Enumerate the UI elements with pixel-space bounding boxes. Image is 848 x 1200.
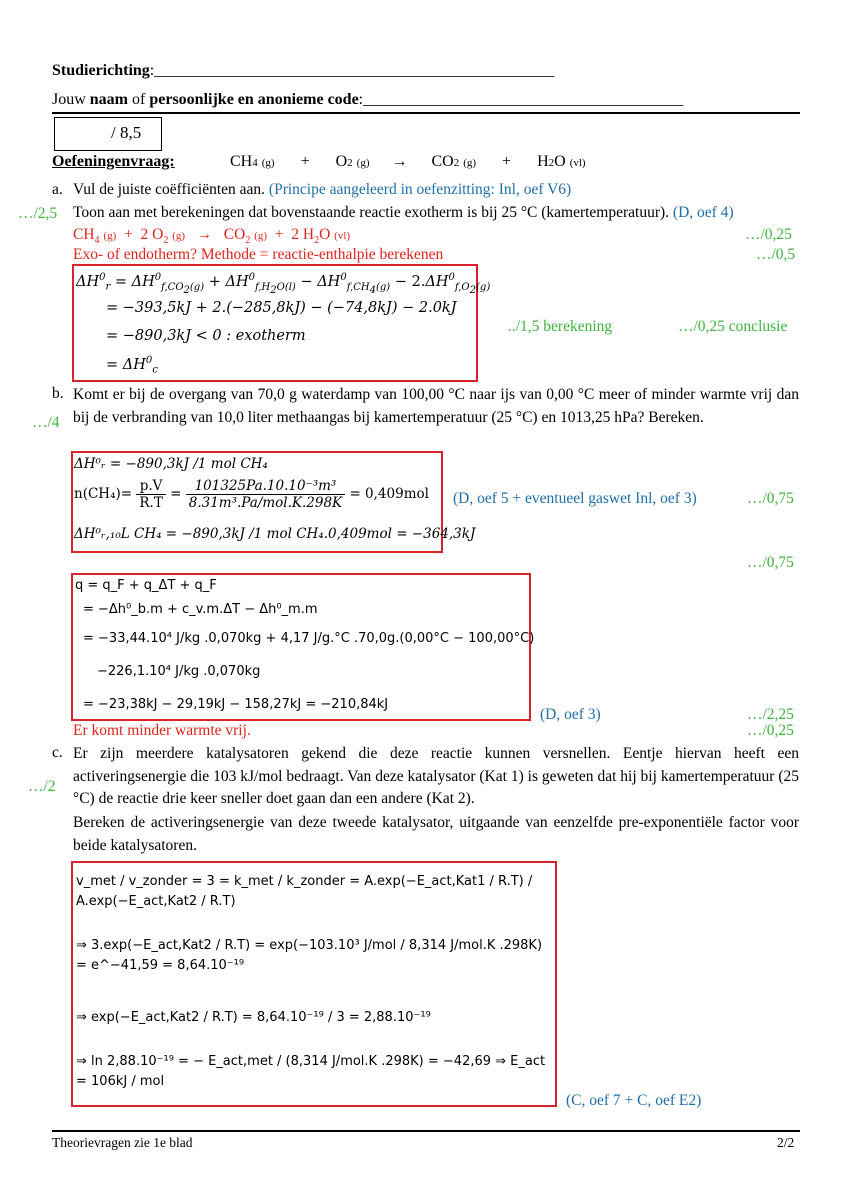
- activation-eq-4: ⇒ ln 2,88.10⁻¹⁹ = − E_act,met / (8,314 J/mol.K .298K) = −42,69 ⇒ E_act = 106kJ / mol: [76, 1054, 546, 1089]
- reaction-equation: [230, 153, 586, 171]
- score-box: [54, 117, 162, 151]
- part-a-ref2: (D, oef 4): [672, 204, 734, 221]
- reactant-2: O: [335, 153, 348, 170]
- naam-bold: naam: [89, 91, 129, 108]
- reactant-2-sub: 2: [347, 157, 353, 169]
- methane-eq-3: ΔH⁰ᵣ,₁₀L CH₄ = −890,3kJ /1 mol CH₄.0,409mol = −364,3kJ: [74, 526, 476, 542]
- enthalpy-eq-2: = −393,5kJ + 2.(−285,8kJ) − (−74,8kJ) − 2.0kJ: [106, 300, 457, 316]
- part-b-score-left: …/4: [32, 414, 60, 431]
- pv-num: p.V: [136, 478, 165, 495]
- water-eq-1: q = q_F + q_ΔT + q_F: [75, 578, 217, 593]
- code-bold: persoonlijke en anonieme code: [149, 91, 359, 108]
- product-2-phase: (vl): [569, 157, 586, 169]
- studierichting-blank[interactable]: :__________________________________________________: [149, 62, 555, 79]
- part-a-text: Vul de juiste coëfficiënten aan.: [73, 181, 266, 198]
- footer-rule: [52, 1130, 800, 1132]
- footer-page-number: 2/2: [777, 1135, 795, 1150]
- method-score: …/0,5: [756, 246, 796, 263]
- naam-row: [52, 91, 683, 109]
- plus-2: +: [502, 153, 512, 170]
- part-a-letter: a.: [52, 181, 63, 198]
- naam-prefix: Jouw: [52, 91, 90, 108]
- studierichting-row: [52, 62, 554, 80]
- water-eq-4: −226,1.10⁴ J/kg .0,070kg: [97, 664, 261, 679]
- moles-num: 101325Pa.10.10⁻³m³: [186, 478, 345, 495]
- part-b-score3: …/2,25: [747, 706, 794, 723]
- part-a-line2: [73, 204, 734, 222]
- part-b-text: Komt er bij de overgang van 70,0 g waterdamp van 100,00 °C naar ijs van 0,00 °C meer of minder warmte vrij dan bij de verbranding van 10,0 liter methaangas bij kamertemperatuur (25 °C) en 1013,25 hPa? Bereken.: [73, 386, 799, 426]
- part-c-text2: Bereken de activeringsenergie van deze tweede katalysator, uitgaande van eenzelfde pre-exponentiële factor voor beide katalysatoren.: [73, 814, 799, 854]
- product-2-post: O: [554, 153, 566, 170]
- calc-score: ../1,5 berekening: [508, 318, 613, 335]
- enthalpy-eq-3: = −890,3kJ < 0 : exotherm: [106, 328, 306, 344]
- reactant-1-sub: 4: [252, 157, 258, 169]
- part-b-conclusion: Er komt minder warmte vrij.: [73, 722, 251, 739]
- activation-eq-3: ⇒ exp(−E_act,Kat2 / R.T) = 8,64.10⁻¹⁹ / 3 = 2,88.10⁻¹⁹: [76, 1010, 431, 1025]
- part-b-score2: …/0,75: [747, 554, 794, 571]
- question-title: Oefeningenvraag:: [52, 153, 175, 170]
- activation-eq-2: ⇒ 3.exp(−E_act,Kat2 / R.T) = exp(−103.10³ J/mol / 8,314 J/mol.K .298K) = e^−41,59 = 8,64.10⁻¹⁹: [76, 938, 543, 973]
- score-box-text: / 8,5: [111, 123, 142, 142]
- part-a-score-left: …/2,5: [18, 205, 58, 222]
- moles-result: = 0,409mol: [349, 486, 429, 502]
- naam-blank[interactable]: :________________________________________: [358, 91, 684, 108]
- part-b-letter: b.: [52, 385, 64, 402]
- reactant-1: CH: [230, 153, 253, 170]
- enthalpy-eq-1: $\Delta H^0_r = \Delta H^0_{f,CO_2(g)} + \Delta H^0_{f,H_2O(l)} - \Delta H^0_{f,CH_4(g)} - 2.\Delta H^0_{f,O_2(g)}$: [76, 272, 491, 296]
- balanced-equation: $CH_4$ (g) + 2 $O_2$ $(g) \to CO_2$ (g) + 2 $H_2O$ (vl): [73, 226, 351, 247]
- reactant-2-phase: (g): [356, 157, 370, 169]
- product-2: H: [537, 153, 549, 170]
- moles-lhs: n(CH₄)=: [74, 486, 133, 502]
- part-a-text2: Toon aan met berekeningen dat bovenstaande reactie exotherm is bij 25 °C (kamertemperatuur).: [73, 204, 670, 221]
- water-eq-5: = −23,38kJ − 29,19kJ − 158,27kJ = −210,84kJ: [83, 697, 389, 712]
- part-a-ref: (Principe aangeleerd in oefenzitting: Inl, oef V6): [268, 181, 572, 198]
- enthalpy-eq-4: = $\Delta H^0_c$: [106, 355, 158, 376]
- part-a-line1: [73, 181, 571, 199]
- water-eq-3: = −33,44.10⁴ J/kg .0,070kg + 4,17 J/g.°C .70,0g.(0,00°C − 100,00°C): [83, 631, 535, 646]
- methane-eq-2: n(CH₄)= $\frac{p.V}{R.T}$ = $\frac{\text{101325Pa.10.10⁻³m³}}{\text{8.31m³.Pa/mol.K.298K}}$ = 0,409mol: [74, 478, 429, 511]
- part-b-score4: …/0,25: [747, 722, 794, 739]
- part-c-ref: (C, oef 7 + C, oef E2): [566, 1092, 702, 1109]
- part-c-letter: c.: [52, 744, 63, 761]
- product-2-sub: 2: [548, 157, 555, 169]
- header-rule: [52, 112, 800, 114]
- moles-den: 8.31m³.Pa/mol.K.298K: [188, 495, 343, 511]
- plus-1: +: [300, 153, 310, 170]
- product-1-phase: (g): [463, 157, 477, 169]
- footer-left: Theorievragen zie 1e blad: [52, 1135, 193, 1150]
- methane-eq-1: ΔH⁰ᵣ = −890,3kJ /1 mol CH₄: [74, 456, 268, 472]
- conclusion-score: …/0,25 conclusie: [678, 318, 788, 335]
- part-c-text1: Er zijn meerdere katalysatoren gekend die deze reactie kunnen versnellen. Eentje hiervan heeft een activeringsenergie die 103 kJ/mol bedraagt. Van deze katalysator (Kat 1) is geweten dat hij bij kamertemperatuur (25 °C) de reactie drie keer sneller doet gaan dan een andere (Kat 2).: [73, 745, 799, 807]
- rt-den: R.T: [139, 495, 163, 511]
- balanced-score: …/0,25: [745, 226, 792, 243]
- part-c-score-left: …/2: [28, 778, 56, 795]
- method-text: Exo- of endotherm? Methode = reactie-enthalpie berekenen: [73, 246, 444, 263]
- water-eq-2: = −Δh⁰_b.m + c_v.m.ΔT − Δh⁰_m.m: [83, 602, 318, 617]
- part-b-ref1: (D, oef 5 + eventueel gaswet Inl, oef 3): [453, 490, 697, 507]
- activation-eq-1: v_met / v_zonder = 3 = k_met / k_zonder = A.exp(−E_act,Kat1 / R.T) / A.exp(−E_act,Kat2 / R.T): [76, 874, 533, 909]
- studierichting-label: Studierichting: [52, 62, 150, 79]
- part-b-score1: …/0,75: [747, 490, 794, 507]
- reaction-arrow: →: [391, 153, 408, 170]
- product-1-sub: 2: [453, 157, 460, 169]
- part-b-ref2: (D, oef 3): [540, 706, 601, 723]
- naam-mid: of: [128, 91, 150, 108]
- product-1: CO: [431, 153, 454, 170]
- reactant-1-phase: (g): [261, 157, 275, 169]
